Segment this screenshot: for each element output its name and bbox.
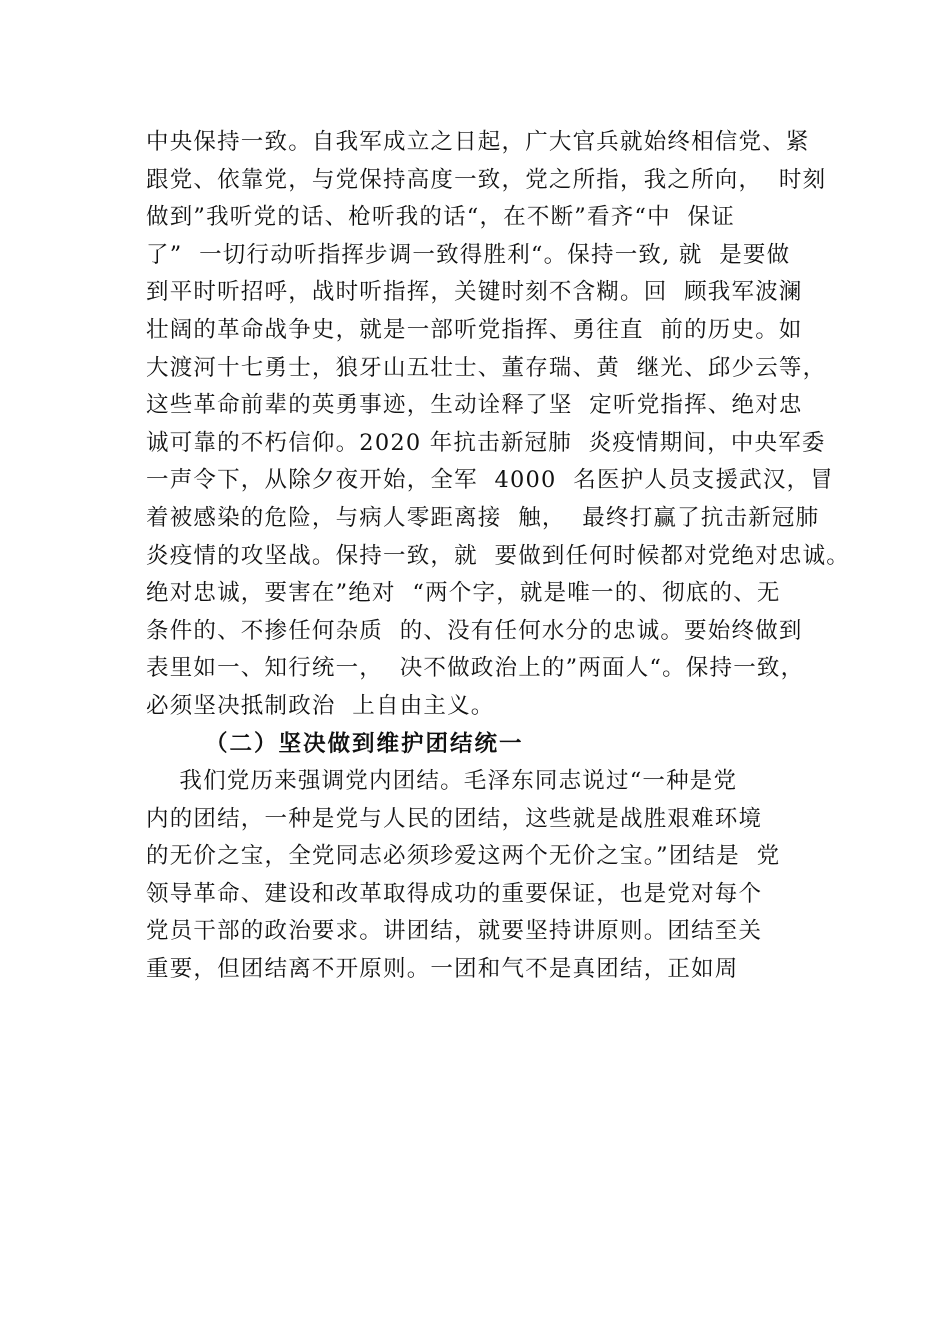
section-heading: （二）坚决做到维护团结统一 [146, 730, 524, 757]
text-line: 这些革命前辈的英勇事迹，生动诠释了坚 定听党指挥、绝对忠 [146, 392, 803, 419]
text-line: 的无价之宝，全党同志必须珍爱这两个无价之宝。”团结是 党 [146, 843, 781, 870]
text-line: 一声令下，从除夕夜开始，全军 4000 名医护人员支援武汉，冒 [146, 467, 834, 494]
text-line: 跟党、依靠党，与党保持高度一致，党之所指，我之所向， 时刻 [146, 166, 827, 193]
text-line: 重要，但团结离不开原则。一团和气不是真团结，正如周 [146, 956, 739, 983]
text-line: 着被感染的危险，与病人零距离接 触， 最终打赢了抗击新冠肺 [146, 504, 820, 531]
text-line: 做到”我听党的话、枪听我的话“，在不断”看齐“中 保证 [146, 204, 735, 231]
text-line: 炎疫情的攻坚战。保持一致，就 要做到任何时候都对党绝对忠诚。 [146, 542, 851, 569]
text-line: 壮阔的革命战争史，就是一部听党指挥、勇往直 前的历史。如 [146, 316, 803, 343]
text-line: 我们党历来强调党内团结。毛泽东同志说过“一种是党 [146, 768, 738, 795]
text-line: 条件的、不掺任何杂质 的、没有任何水分的忠诚。要始终做到 [146, 617, 803, 644]
text-line: 领导革命、建设和改革取得成功的重要保证，也是党对每个 [146, 880, 763, 907]
text-line: 大渡河十七勇士，狼牙山五壮士、董存瑞、黄 继光、邱少云等， [146, 354, 827, 381]
body-text [146, 124, 851, 989]
text-line: 内的团结，一种是党与人民的团结，这些就是战胜艰难环境 [146, 805, 763, 832]
text-line: 到平时听招呼，战时听指挥，关键时刻不含糊。回 顾我军波澜 [146, 279, 803, 306]
text-line: 诚可靠的不朽信仰。2020 年抗击新冠肺 炎疫情期间，中央军委 [146, 429, 826, 456]
text-line: 了” 一切行动听指挥步调一致得胜利“。保持一致, 就 是要做 [146, 241, 791, 268]
text-line: 绝对忠诚，要害在”绝对 “两个字，就是唯一的、彻底的、无 [146, 580, 781, 607]
text-line: 中央保持一致。自我军成立之日起，广大官兵就始终相信党、紧 [146, 129, 810, 155]
text-line: 党员干部的政治要求。讲团结，就要坚持讲原则。团结至关 [146, 918, 763, 945]
text-line: 表里如一、知行统一， 决不做政治上的”两面人“。保持一致， [146, 655, 805, 682]
text-line: 必须坚决抵制政治 上自由主义。 [146, 692, 495, 719]
